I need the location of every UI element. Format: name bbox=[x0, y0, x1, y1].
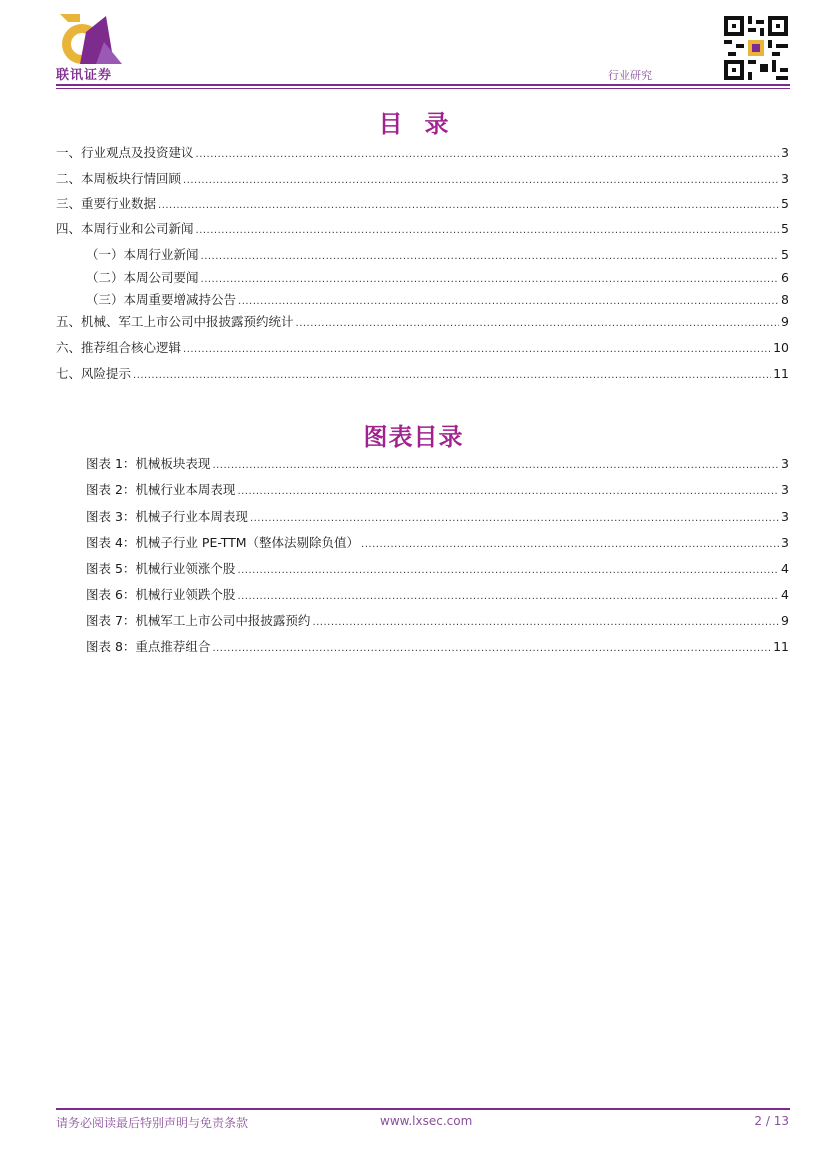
toc-entry-label: （一）本周行业新闻 bbox=[86, 247, 199, 262]
leader-dots bbox=[183, 173, 779, 189]
figure-entry-page: 3 bbox=[781, 535, 789, 550]
toc-entry[interactable] bbox=[56, 171, 789, 187]
leader-dots bbox=[201, 249, 780, 265]
figure-entry-label: 图表 6：机械行业领跌个股 bbox=[86, 587, 236, 602]
leader-dots bbox=[196, 147, 780, 163]
toc-entry-label: 七、风险提示 bbox=[56, 366, 132, 381]
qr-code bbox=[724, 16, 788, 80]
figure-entry-page: 4 bbox=[781, 587, 789, 602]
toc-entry-page: 8 bbox=[781, 292, 789, 307]
page-number: 2 / 13 bbox=[754, 1114, 789, 1128]
figure-index-title: 图表目录 bbox=[363, 423, 464, 451]
figure-index-entry[interactable] bbox=[86, 509, 789, 525]
leader-dots bbox=[201, 272, 780, 288]
toc-entry-page: 11 bbox=[773, 366, 789, 381]
toc-entry[interactable] bbox=[56, 366, 789, 382]
header-divider bbox=[56, 84, 790, 86]
figure-entry-page: 11 bbox=[773, 639, 789, 654]
toc-entry[interactable] bbox=[86, 270, 789, 286]
leader-dots bbox=[212, 458, 779, 474]
toc-entry-label: （二）本周公司要闻 bbox=[86, 270, 199, 285]
toc-entry[interactable] bbox=[56, 221, 789, 237]
toc-entry-label: 六、推荐组合核心逻辑 bbox=[56, 340, 182, 355]
toc-entry-label: （三）本周重要增减持公告 bbox=[86, 292, 237, 307]
toc-entry-label: 二、本周板块行情回顾 bbox=[56, 171, 182, 186]
leader-dots bbox=[158, 198, 779, 214]
toc-entry-page: 5 bbox=[781, 221, 789, 236]
figure-index-entry[interactable] bbox=[86, 613, 789, 629]
figure-entry-label: 图表 4：机械子行业 PE-TTM（整体法剔除负值） bbox=[86, 535, 360, 550]
figure-entry-page: 3 bbox=[781, 482, 789, 497]
figure-entry-label: 图表 3：机械子行业本周表现 bbox=[86, 509, 248, 524]
toc-entry-page: 3 bbox=[781, 171, 789, 186]
toc-entry-page: 9 bbox=[781, 314, 789, 329]
leader-dots bbox=[183, 342, 771, 358]
header-divider-thin bbox=[56, 88, 790, 89]
figure-entry-page: 3 bbox=[781, 509, 789, 524]
figure-entry-label: 图表 1：机械板块表现 bbox=[86, 456, 211, 471]
leader-dots bbox=[237, 589, 779, 605]
leader-dots bbox=[250, 511, 779, 527]
figure-entry-label: 图表 8：重点推荐组合 bbox=[86, 639, 211, 654]
figure-entry-page: 3 bbox=[781, 456, 789, 471]
footer-divider bbox=[56, 1108, 790, 1110]
footer-website-link[interactable]: www.lxsec.com bbox=[380, 1114, 473, 1128]
figure-entry-label: 图表 2：机械行业本周表现 bbox=[86, 482, 236, 497]
toc-entry[interactable] bbox=[56, 196, 789, 212]
toc-entry-label: 一、行业观点及投资建议 bbox=[56, 145, 194, 160]
logo-text: 联讯证券 bbox=[56, 68, 113, 83]
section-label: 行业研究 bbox=[608, 69, 652, 82]
figure-index-entry[interactable] bbox=[86, 639, 789, 655]
toc-entry-page: 3 bbox=[781, 145, 789, 160]
toc-entry-label: 四、本周行业和公司新闻 bbox=[56, 221, 194, 236]
toc-entry-label: 五、机械、军工上市公司中报披露预约统计 bbox=[56, 314, 294, 329]
toc-entry-page: 5 bbox=[781, 247, 789, 262]
toc-entry[interactable] bbox=[86, 292, 789, 308]
leader-dots bbox=[361, 537, 779, 553]
leader-dots bbox=[238, 294, 779, 310]
leader-dots bbox=[312, 615, 779, 631]
leader-dots bbox=[196, 223, 780, 239]
leader-dots bbox=[133, 368, 771, 384]
leader-dots bbox=[237, 484, 779, 500]
toc-title: 目录 bbox=[378, 110, 471, 138]
toc-entry[interactable] bbox=[56, 145, 789, 161]
figure-entry-label: 图表 5：机械行业领涨个股 bbox=[86, 561, 236, 576]
figure-index-entry[interactable] bbox=[86, 535, 789, 551]
toc-entry[interactable] bbox=[86, 247, 789, 263]
figure-index-entry[interactable] bbox=[86, 482, 789, 498]
toc-entry-label: 三、重要行业数据 bbox=[56, 196, 157, 211]
toc-entry[interactable] bbox=[56, 340, 789, 356]
leader-dots bbox=[296, 316, 780, 332]
figure-index-entry[interactable] bbox=[86, 587, 789, 603]
leader-dots bbox=[212, 641, 771, 657]
figure-index-entry[interactable] bbox=[86, 561, 789, 577]
toc-entry-page: 6 bbox=[781, 270, 789, 285]
leader-dots bbox=[237, 563, 779, 579]
toc-entry[interactable] bbox=[56, 314, 789, 330]
toc-entry-page: 10 bbox=[773, 340, 789, 355]
footer-disclaimer[interactable]: 请务必阅读最后特别声明与免责条款 bbox=[56, 1116, 249, 1130]
toc-entry-page: 5 bbox=[781, 196, 789, 211]
figure-entry-page: 4 bbox=[781, 561, 789, 576]
figure-entry-page: 9 bbox=[781, 613, 789, 628]
figure-index-entry[interactable] bbox=[86, 456, 789, 472]
figure-entry-label: 图表 7：机械军工上市公司中报披露预约 bbox=[86, 613, 311, 628]
